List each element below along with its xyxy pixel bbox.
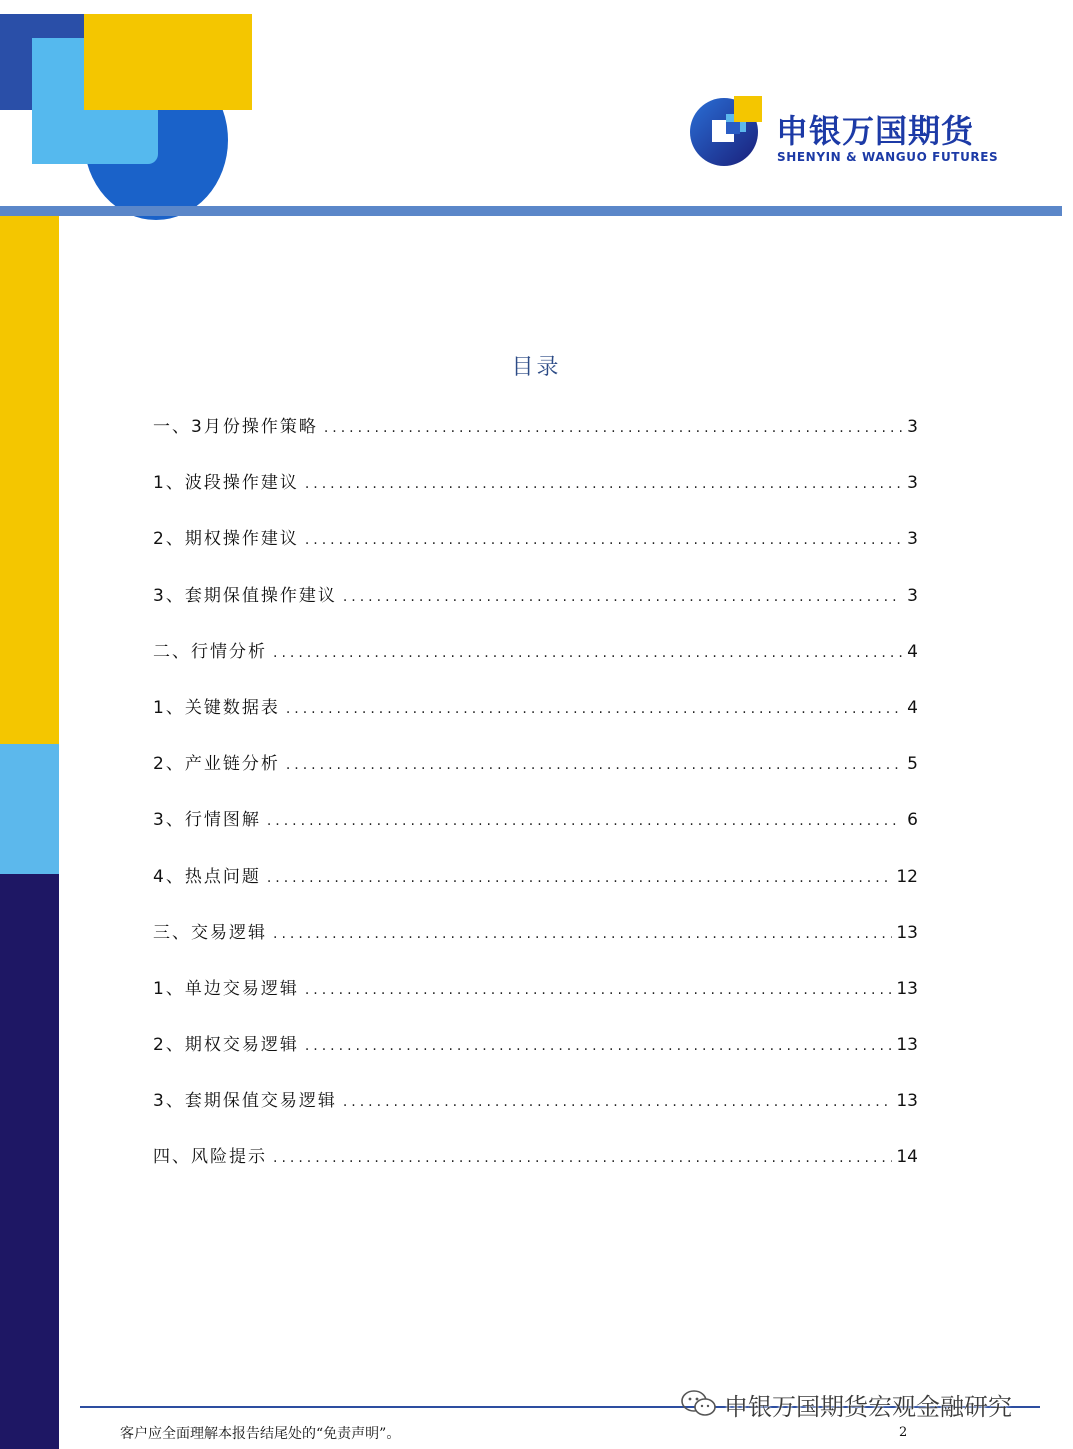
toc-dot-leader xyxy=(324,420,902,436)
toc-entry[interactable] xyxy=(153,1086,918,1142)
toc-entry[interactable] xyxy=(153,581,918,637)
left-bar-navy xyxy=(0,874,59,1449)
toc-dot-leader xyxy=(267,870,893,886)
left-bar-light-blue xyxy=(0,744,59,874)
toc-entry-page: 3 xyxy=(907,473,918,494)
toc-entry[interactable] xyxy=(153,805,918,861)
toc-dot-leader xyxy=(305,532,902,548)
toc-entry-label: 3、套期保值操作建议 xyxy=(153,585,337,606)
page-number: 2 xyxy=(899,1425,908,1440)
toc-dot-leader xyxy=(286,701,902,717)
toc-dot-leader xyxy=(273,926,892,942)
toc-entry-page: 6 xyxy=(907,810,918,831)
toc-title: 目录 xyxy=(511,355,562,380)
toc-entry[interactable] xyxy=(153,468,918,524)
toc-entry-page: 13 xyxy=(896,922,918,943)
brand-mark-icon xyxy=(690,92,766,168)
toc-entry[interactable] xyxy=(153,1142,918,1198)
toc-dot-leader xyxy=(273,1150,892,1166)
toc-dot-leader xyxy=(343,589,902,605)
toc-entry[interactable] xyxy=(153,974,918,1030)
brand-name-en: SHENYIN & WANGUO FUTURES xyxy=(777,150,999,164)
toc-entry-label: 1、波段操作建议 xyxy=(153,473,299,494)
toc-entry-label: 3、行情图解 xyxy=(153,810,261,831)
toc-entry-page: 13 xyxy=(896,978,918,999)
toc-entry-label: 2、期权操作建议 xyxy=(153,529,299,550)
toc-entry-label: 四、风险提示 xyxy=(153,1147,267,1168)
decorative-yellow-block xyxy=(84,14,252,110)
toc-dot-leader xyxy=(305,476,902,492)
wechat-icon xyxy=(680,1389,718,1419)
toc-dot-leader xyxy=(305,982,893,998)
toc-entry-label: 2、期权交易逻辑 xyxy=(153,1035,299,1056)
toc-entry-label: 1、单边交易逻辑 xyxy=(153,978,299,999)
toc-entry[interactable] xyxy=(153,693,918,749)
toc-entry[interactable] xyxy=(153,1030,918,1086)
toc-entry-page: 3 xyxy=(907,529,918,550)
toc-entry[interactable] xyxy=(153,412,918,468)
watermark-text: 申银万国期货宏观金融研究 xyxy=(724,1392,1012,1421)
brand-name-cn: 申银万国期货 xyxy=(776,112,975,150)
toc-entry[interactable] xyxy=(153,524,918,580)
toc-entry-page: 5 xyxy=(907,754,918,775)
toc-entry-label: 1、关键数据表 xyxy=(153,697,280,718)
brand-logo xyxy=(690,92,999,172)
toc-entry-label: 2、产业链分析 xyxy=(153,754,280,775)
toc-entry-page: 13 xyxy=(896,1035,918,1056)
disclaimer-note: 客户应全面理解本报告结尾处的“免责声明”。 xyxy=(120,1426,401,1442)
toc-entry-label: 三、交易逻辑 xyxy=(153,922,267,943)
watermark xyxy=(680,1386,1012,1422)
toc-dot-leader xyxy=(267,813,902,829)
toc-entry-page: 13 xyxy=(896,1091,918,1112)
toc-entry-page: 3 xyxy=(907,417,918,437)
toc-entry-label: 4、热点问题 xyxy=(153,866,261,887)
toc-entry[interactable] xyxy=(153,637,918,693)
header-rule xyxy=(0,206,1062,216)
left-bar-yellow xyxy=(0,216,59,744)
toc-entry-page: 4 xyxy=(907,697,918,718)
toc-dot-leader xyxy=(343,1094,893,1110)
toc-dot-leader xyxy=(273,645,902,661)
table-of-contents xyxy=(153,412,918,1199)
toc-entry[interactable] xyxy=(153,918,918,974)
toc-entry-label: 3、套期保值交易逻辑 xyxy=(153,1091,337,1112)
toc-entry-label: 一、3月份操作策略 xyxy=(153,417,318,437)
toc-entry[interactable] xyxy=(153,862,918,918)
toc-dot-leader xyxy=(305,1038,893,1054)
toc-entry[interactable] xyxy=(153,749,918,805)
toc-entry-page: 12 xyxy=(896,866,918,887)
toc-dot-leader xyxy=(286,757,902,773)
toc-entry-page: 3 xyxy=(907,585,918,606)
toc-entry-page: 4 xyxy=(907,641,918,662)
toc-entry-label: 二、行情分析 xyxy=(153,641,267,662)
toc-entry-page: 14 xyxy=(896,1147,918,1168)
